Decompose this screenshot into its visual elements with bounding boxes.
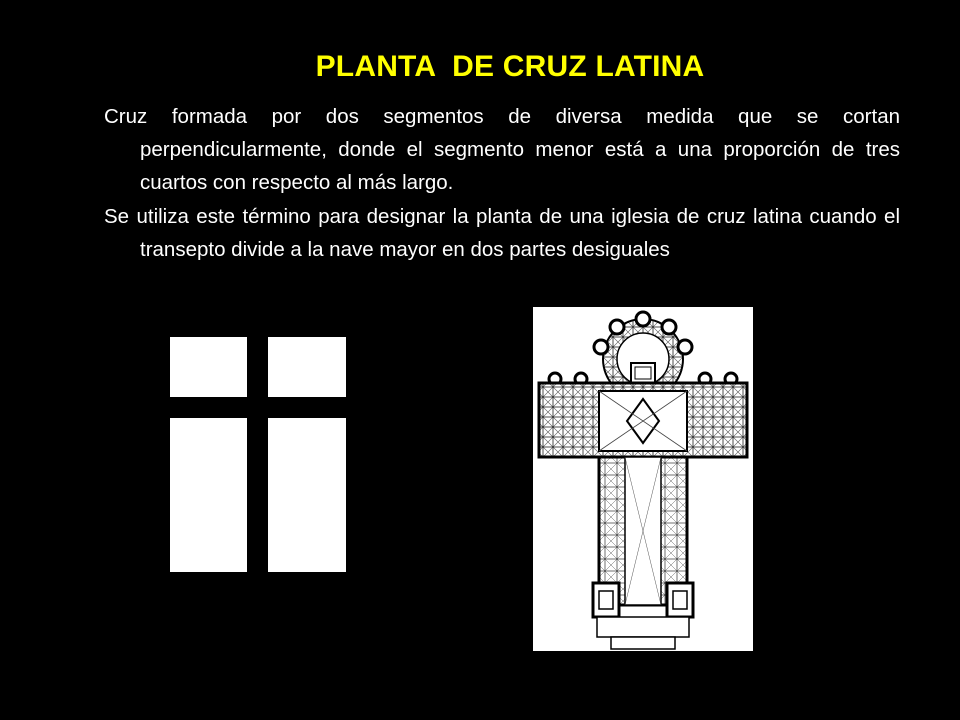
cross-horizontal-bar (170, 397, 346, 418)
cross-vertical-bar (247, 337, 268, 572)
latin-cross-diagram (170, 337, 346, 572)
paragraph-usage: Se utiliza este término para designar la planta de una iglesia de cruz latina cuando el transepto divide a la nave mayor en dos partes desiguales (104, 205, 900, 261)
floor-plan-drawing (533, 307, 753, 651)
entrance-porch (597, 617, 689, 649)
paragraph-definition: Cruz formada por dos segmentos de diversa medida que se cortan perpendicularmente, donde el segmento menor está a una proporción de tres cuartos con respecto al más largo. (104, 105, 900, 194)
transept (539, 383, 747, 457)
slide-title: PLANTA DE CRUZ LATINA (315, 50, 705, 83)
slide-body (104, 100, 900, 267)
cathedral-floor-plan (533, 307, 753, 651)
